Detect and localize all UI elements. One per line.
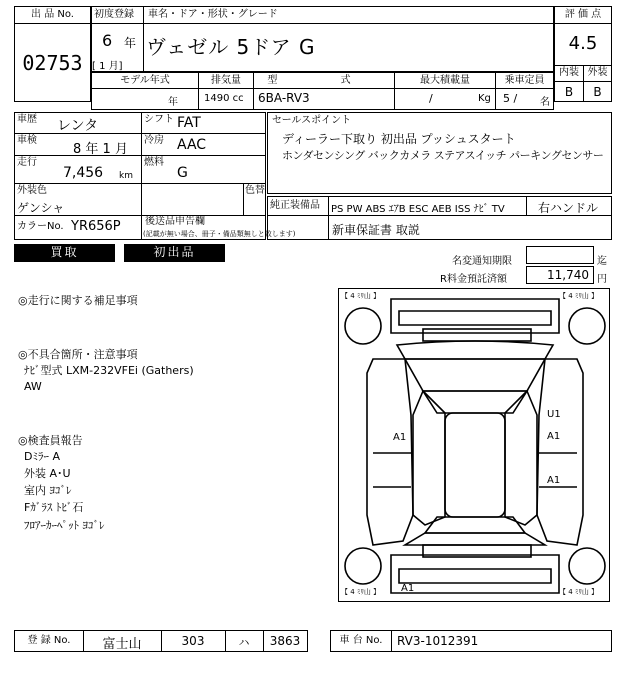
spec-row — [91, 72, 554, 110]
post-report-note: (記載が無い場合、冊子・備品類無しと致します) — [143, 230, 296, 238]
max-load-unit: Kg — [478, 93, 491, 104]
tire-tread-rear-right: 【 4 ﾐﾘ山 】 — [559, 588, 599, 596]
inspector-line: ﾌﾛｱｰｶｰﾍﾟｯﾄ ﾖｺﾞﾚ — [24, 519, 105, 532]
recycle-fee-label: R料金預託済額 — [440, 274, 507, 285]
chassis-box — [330, 630, 612, 652]
damage-mark: U1 — [547, 409, 561, 420]
mileage-label: 走行 — [17, 157, 37, 168]
shift-value: FAT — [177, 115, 201, 131]
displacement: 1490 cc — [204, 93, 244, 104]
inspector-line: Fｶﾞﾗｽ ﾄﾋﾞ石 — [24, 501, 84, 514]
inspector-report-title: ◎検査員報告 — [18, 434, 83, 447]
car-outline-diagram — [339, 289, 609, 601]
displacement-label: 排気量 — [211, 75, 241, 86]
color-change-label: 色替 — [245, 185, 265, 196]
chassis-label: 車 台 No. — [339, 635, 383, 646]
name-change-value — [526, 246, 594, 264]
overall-grade: 4.5 — [568, 33, 598, 54]
exterior-color: ゲンシャ — [17, 201, 65, 215]
inspection-value: 8 年 1 月 — [73, 142, 128, 157]
lot-number: 02753 — [22, 51, 83, 75]
plate-number: 3863 — [269, 634, 301, 648]
inspector-line: Dﾐﾗｰ A — [24, 450, 60, 463]
capacity-label: 乗車定員 — [504, 75, 545, 86]
plate-box — [14, 630, 308, 652]
sales-points-label: セールスポイント — [272, 115, 352, 126]
inspection-label: 車検 — [17, 135, 37, 146]
registration-month: [ 1 月] — [92, 61, 123, 72]
damage-diagram — [338, 288, 610, 602]
lot-number-label: 出 品 No. — [31, 9, 74, 20]
damage-mark: A1 — [393, 432, 407, 443]
exterior-label: 外装 — [587, 67, 608, 78]
damage-mark: A1 — [401, 583, 415, 594]
interior-grade: B — [564, 85, 574, 99]
exterior-grade: B — [593, 85, 602, 99]
shift-label: シフト — [144, 114, 174, 125]
driving-notes-title: ◎走行に関する補足事項 — [18, 294, 138, 307]
model-year-unit: 年 — [168, 97, 178, 108]
history-value: レンタ — [57, 118, 99, 134]
max-load-sep: / — [429, 92, 433, 105]
plate-label: 登 録 No. — [27, 635, 71, 646]
registration-year: 6 — [102, 31, 113, 50]
damage-mark: A1 — [547, 431, 561, 442]
defect-line-1: ﾅﾋﾞ型式 LXM-232VFEi (Gathers) — [24, 364, 194, 377]
car-info-box — [91, 6, 554, 72]
defect-line-2: AW — [24, 380, 42, 393]
model-code-label: 型 式 — [267, 75, 381, 86]
recycle-fee-suffix: 円 — [597, 274, 607, 285]
exterior-color-label: 外装色 — [17, 185, 47, 196]
plate-kana: ハ — [238, 636, 250, 649]
wheel-rear-right — [569, 548, 605, 584]
tire-tread-front-left: 【 4 ﾐﾘ山 】 — [341, 292, 381, 300]
tire-tread-rear-left: 【 4 ﾐﾘ山 】 — [341, 588, 381, 596]
wheel-front-right — [569, 308, 605, 344]
capacity: 5 / — [503, 92, 518, 105]
registration-year-unit: 年 — [124, 36, 137, 50]
capacity-unit: 名 — [540, 97, 550, 108]
chassis-number: RV3-1012391 — [397, 634, 479, 648]
max-load-label: 最大積載量 — [420, 75, 470, 86]
damage-mark: A1 — [547, 475, 561, 486]
mileage-value: 7,456 — [63, 165, 104, 181]
name-change-suffix: 迄 — [597, 256, 607, 267]
fuel-label: 燃料 — [144, 157, 164, 168]
wheel-front-left — [345, 308, 381, 344]
history-label: 車歴 — [17, 114, 37, 125]
color-no-label: カラーNo. — [17, 221, 64, 232]
steering-side: 右ハンドル — [538, 201, 599, 215]
purchase-tag: 買取 — [14, 244, 115, 262]
recycle-fee-value: 11,740 — [526, 266, 594, 284]
equipment-label: 純正装備品 — [270, 200, 320, 211]
model-code: 6BA-RV3 — [258, 91, 310, 105]
color-no: YR656P — [71, 219, 121, 234]
car-name: ヴェゼル 5ドア G — [146, 35, 316, 59]
sales-point-line-2: ホンダセンシング バックカメラ ステアスイッチ パーキングセンサー — [282, 149, 604, 162]
mileage-unit: km — [119, 171, 133, 181]
fuel-value: G — [177, 165, 188, 181]
inspector-line: 室内 ﾖｺﾞﾚ — [24, 484, 72, 497]
lot-number-box — [14, 6, 91, 102]
post-report-label: 後送品申告欄 — [145, 216, 205, 227]
name-change-label: 名変通知期限 — [452, 256, 512, 267]
equipment-box — [267, 196, 612, 240]
interior-label: 内装 — [559, 67, 579, 78]
ac-value: AAC — [177, 137, 207, 153]
grade-box — [554, 6, 612, 102]
first-listing-tag: 初出品 — [124, 244, 225, 262]
plate-class: 303 — [181, 634, 205, 648]
ac-label: 冷房 — [144, 135, 164, 146]
tire-tread-front-right: 【 4 ﾐﾘ山 】 — [559, 292, 599, 300]
first-registration-label: 初度登録 — [94, 9, 134, 20]
wheel-rear-left — [345, 548, 381, 584]
defect-notes-title: ◎不具合箇所・注意事項 — [18, 348, 138, 361]
sales-point-line-1: ディーラー下取り 初出品 プッシュスタート — [282, 132, 516, 146]
plate-region: 富士山 — [102, 637, 142, 652]
grade-label: 評 価 点 — [564, 9, 602, 20]
warranty-docs: 新車保証書 取説 — [332, 223, 420, 237]
car-name-label: 車名・ドア・形状・グレード — [148, 9, 278, 20]
inspector-line: 外装 A･U — [24, 467, 71, 480]
equipment-items: PS PW ABS ｴｱB ESC AEB ISS ﾅﾋﾞ TV — [331, 204, 505, 215]
sales-points-box — [267, 112, 612, 194]
model-year-label: モデル年式 — [120, 75, 170, 86]
